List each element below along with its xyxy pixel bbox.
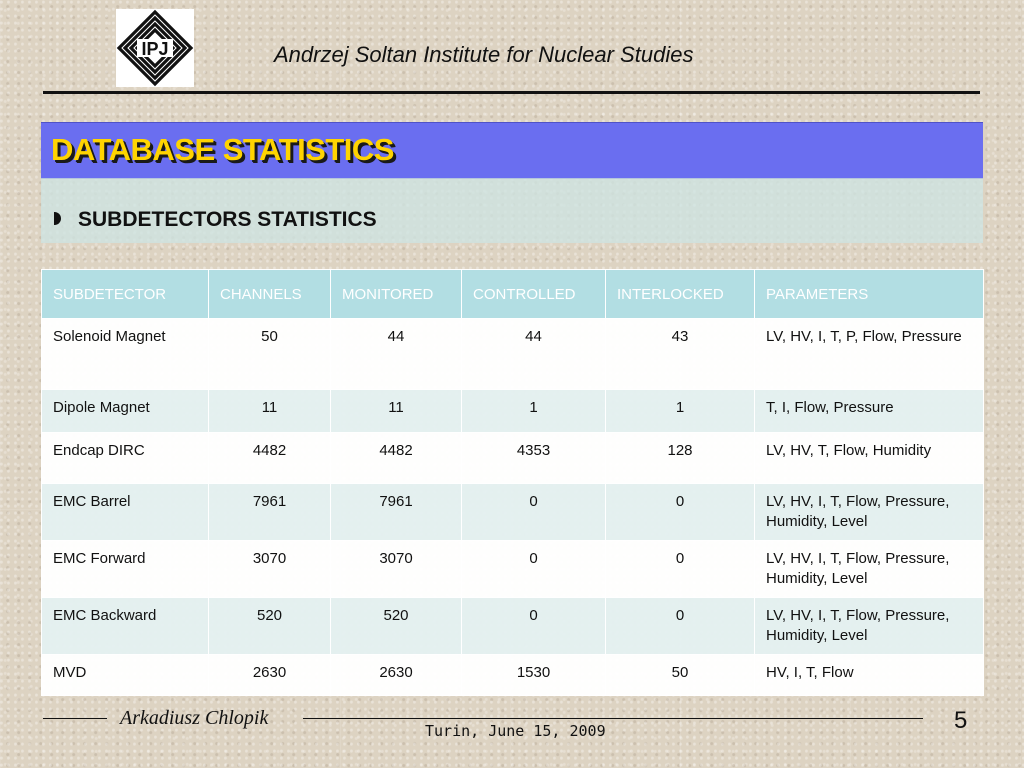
controlled-cell: 1 bbox=[462, 390, 606, 433]
monitored-cell: 520 bbox=[331, 598, 462, 655]
subdetector-cell: EMC Backward bbox=[42, 598, 209, 655]
column-header-interlocked: INTERLOCKED bbox=[606, 270, 755, 319]
page-number: 5 bbox=[954, 707, 968, 734]
interlocked-cell: 0 bbox=[606, 541, 755, 598]
interlocked-cell: 43 bbox=[606, 319, 755, 390]
channels-cell: 50 bbox=[209, 319, 331, 390]
column-header-monitored: MONITORED bbox=[331, 270, 462, 319]
footer-divider-right bbox=[303, 718, 923, 719]
parameters-cell: HV, I, T, Flow bbox=[755, 655, 984, 696]
bullet-icon bbox=[54, 212, 61, 225]
interlocked-cell: 0 bbox=[606, 598, 755, 655]
interlocked-cell: 50 bbox=[606, 655, 755, 696]
table-row bbox=[42, 655, 984, 696]
controlled-cell: 0 bbox=[462, 598, 606, 655]
interlocked-cell: 0 bbox=[606, 484, 755, 541]
column-header-controlled: CONTROLLED bbox=[462, 270, 606, 319]
interlocked-cell: 1 bbox=[606, 390, 755, 433]
table-row bbox=[42, 433, 984, 484]
interlocked-cell: 128 bbox=[606, 433, 755, 484]
monitored-cell: 11 bbox=[331, 390, 462, 433]
footer-divider-left bbox=[43, 718, 107, 719]
channels-cell: 4482 bbox=[209, 433, 331, 484]
table-row bbox=[42, 390, 984, 433]
table-row bbox=[42, 319, 984, 390]
institute-logo bbox=[116, 9, 194, 87]
header-divider bbox=[43, 91, 980, 94]
parameters-cell: LV, HV, T, Flow, Humidity bbox=[755, 433, 984, 484]
table-row bbox=[42, 541, 984, 598]
monitored-cell: 4482 bbox=[331, 433, 462, 484]
channels-cell: 3070 bbox=[209, 541, 331, 598]
subdetector-cell: EMC Barrel bbox=[42, 484, 209, 541]
controlled-cell: 44 bbox=[462, 319, 606, 390]
channels-cell: 11 bbox=[209, 390, 331, 433]
channels-cell: 520 bbox=[209, 598, 331, 655]
subdetector-cell: EMC Forward bbox=[42, 541, 209, 598]
monitored-cell: 7961 bbox=[331, 484, 462, 541]
table-row bbox=[42, 484, 984, 541]
monitored-cell: 3070 bbox=[331, 541, 462, 598]
ipj-logo-icon bbox=[116, 9, 194, 87]
controlled-cell: 1530 bbox=[462, 655, 606, 696]
bullet-text: SUBDETECTORS STATISTICS bbox=[78, 208, 377, 231]
subdetector-cell: Dipole Magnet bbox=[42, 390, 209, 433]
parameters-cell: LV, HV, I, T, Flow, Pressure, Humidity, Level bbox=[755, 541, 984, 598]
logo-text: IPJ bbox=[141, 39, 169, 59]
table-row bbox=[42, 598, 984, 655]
controlled-cell: 0 bbox=[462, 541, 606, 598]
parameters-cell: T, I, Flow, Pressure bbox=[755, 390, 984, 433]
channels-cell: 7961 bbox=[209, 484, 331, 541]
title-bar bbox=[41, 122, 983, 179]
channels-cell: 2630 bbox=[209, 655, 331, 696]
subdetector-cell: Endcap DIRC bbox=[42, 433, 209, 484]
parameters-cell: LV, HV, I, T, Flow, Pressure, Humidity, Level bbox=[755, 484, 984, 541]
column-header-parameters: PARAMETERS bbox=[755, 270, 984, 319]
subdetector-cell: MVD bbox=[42, 655, 209, 696]
controlled-cell: 4353 bbox=[462, 433, 606, 484]
subdetector-cell: Solenoid Magnet bbox=[42, 319, 209, 390]
table-header-row bbox=[42, 270, 984, 319]
monitored-cell: 2630 bbox=[331, 655, 462, 696]
slide-title: DATABASE STATISTICS bbox=[51, 132, 394, 167]
monitored-cell: 44 bbox=[331, 319, 462, 390]
footer-author: Arkadiusz Chlopik bbox=[120, 707, 269, 729]
parameters-cell: LV, HV, I, T, Flow, Pressure, Humidity, Level bbox=[755, 598, 984, 655]
subdetector-statistics-table bbox=[41, 269, 984, 696]
column-header-channels: CHANNELS bbox=[209, 270, 331, 319]
footer-date: Turin, June 15, 2009 bbox=[425, 722, 606, 740]
controlled-cell: 0 bbox=[462, 484, 606, 541]
parameters-cell: LV, HV, I, T, P, Flow, Pressure bbox=[755, 319, 984, 390]
institute-name: Andrzej Soltan Institute for Nuclear Studies bbox=[274, 42, 694, 67]
column-header-subdetector: SUBDETECTOR bbox=[42, 270, 209, 319]
bullet-bar bbox=[41, 178, 983, 243]
